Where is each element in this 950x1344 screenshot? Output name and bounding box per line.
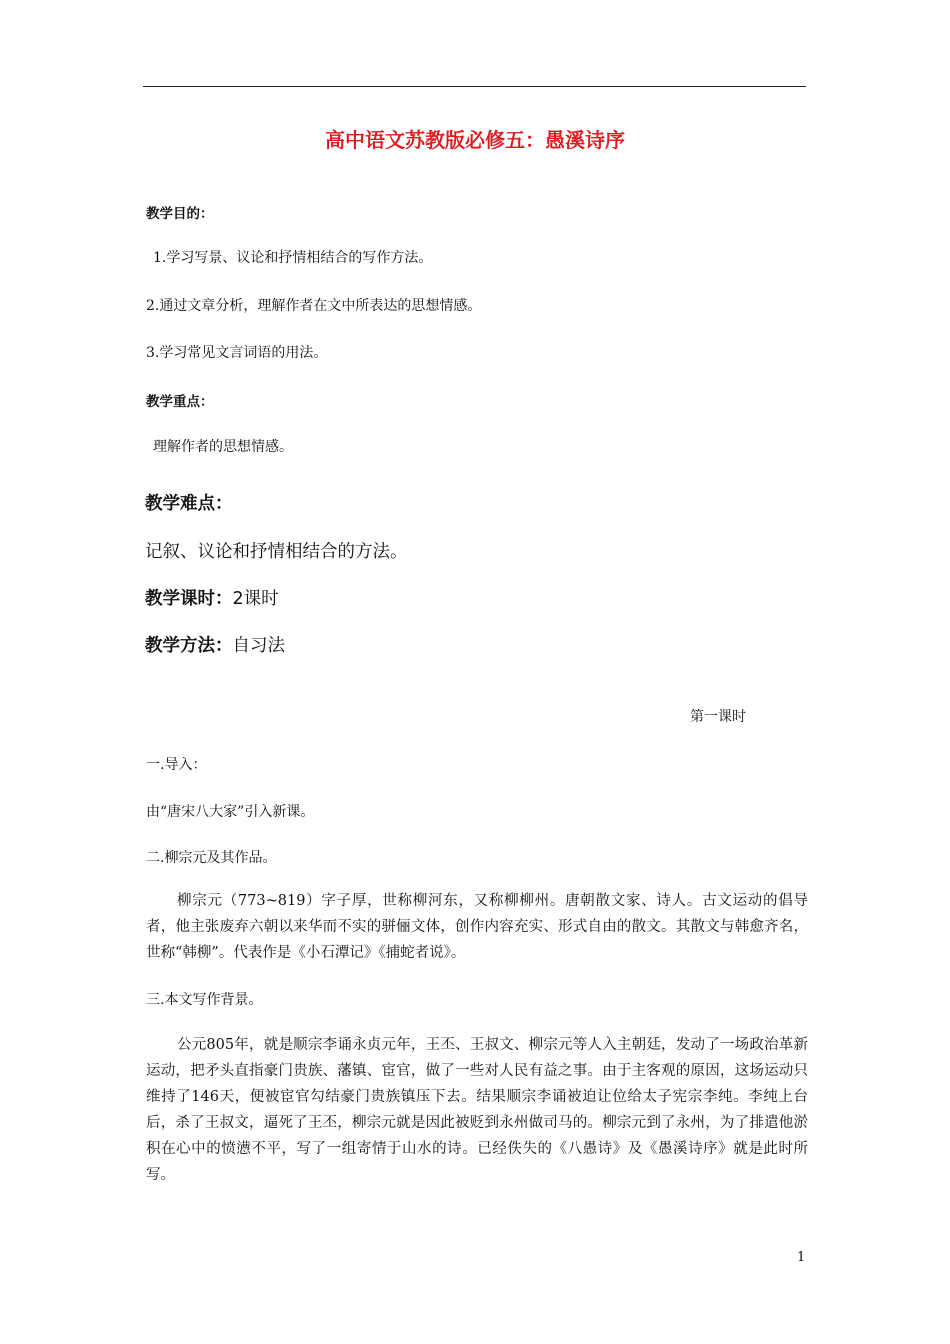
document-title: 高中语文苏教版必修五：愚溪诗序 xyxy=(325,128,625,152)
difficulty-text: 记叙、议论和抒情相结合的方法。 xyxy=(145,542,408,562)
author-heading: 二.柳宗元及其作品。 xyxy=(146,850,277,866)
author-paragraph: 柳宗元（773~819）字子厚，世称柳河东，又称柳柳州。唐朝散文家、诗人。古文运动的倡导者，他主张废弃六朝以来华而不实的骈俪文体，创作内容充实、形式自由的散文。其散文与韩愈齐名，世称“韩柳”。代表作是《小石潭记》《捕蛇者说》。 xyxy=(146,893,808,961)
header-rule xyxy=(143,86,806,87)
hours-label: 教学课时： xyxy=(145,589,233,609)
page-number: 1 xyxy=(797,1250,806,1265)
method-label: 教学方法： xyxy=(145,636,233,656)
hours-line xyxy=(145,585,279,610)
goals-heading: 教学目的： xyxy=(146,206,214,222)
key-point-text: 理解作者的思想情感。 xyxy=(153,439,293,455)
hours-value: 2课时 xyxy=(232,589,279,609)
method-line xyxy=(145,632,285,657)
background-paragraph: 公元805年，就是顺宗李诵永贞元年，王丕、王叔文、柳宗元等人入主朝廷，发动了一场政治革新运动，把矛头直指豪门贵族、藩镇、宦官，做了一些对人民有益之事。由于主客观的原因，这场运动只维持了146天，便被宦官勾结豪门贵族镇压下去。结果顺宗李诵被迫让位给太子宪宗李纯。李纯上台后，杀了王叔文，逼死了王丕，柳宗元就是因此被贬到永州做司马的。柳宗元到了永州，为了排遣他淤积在心中的愤懑不平，写了一组寄情于山水的诗。已经佚失的《八愚诗》及《愚溪诗序》就是此时所写。 xyxy=(146,1037,808,1183)
difficulty-heading: 教学难点： xyxy=(145,494,233,514)
lesson-heading: 第一课时 xyxy=(690,709,746,725)
background-heading: 三.本文写作背景。 xyxy=(146,992,263,1008)
goal-item-3: 3.学习常见文言词语的用法。 xyxy=(146,345,328,361)
goal-item-2: 2.通过文章分析，理解作者在文中所表达的思想情感。 xyxy=(146,298,482,314)
intro-text: 由“唐宋八大家”引入新课。 xyxy=(146,804,315,820)
key-point-heading: 教学重点： xyxy=(146,394,214,410)
intro-heading: 一.导入： xyxy=(146,757,207,773)
method-value: 自习法 xyxy=(232,636,285,656)
goal-item-1: 1.学习写景、议论和抒情相结合的写作方法。 xyxy=(153,250,433,266)
